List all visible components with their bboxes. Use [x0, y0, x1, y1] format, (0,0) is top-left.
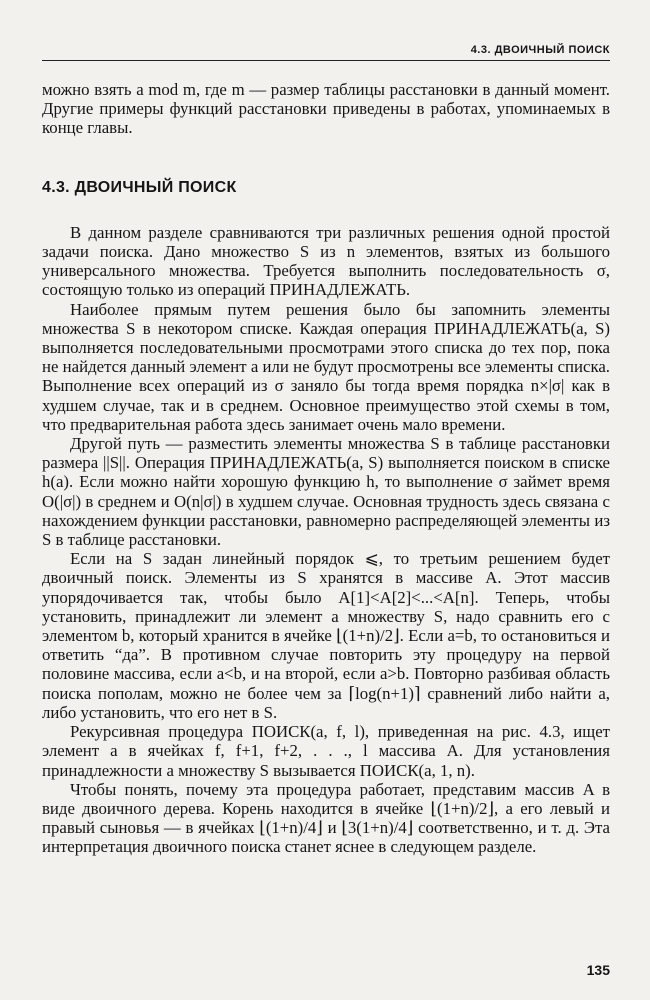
page-number: 135: [586, 962, 610, 978]
paragraph-continued: можно взять a mod m, где m — размер таблицы расстановки в данный момент. Другие примеры функций расстановки приведены в работах, упоминаемых в конце главы.: [42, 80, 610, 138]
paragraph-3: Другой путь — разместить элементы множества S в таблице расстановки размера ||S||. Операция ПРИНАДЛЕЖАТЬ(a, S) выполняется поиском в списке h(a). Если можно найти хорошую функцию h, то выполнение σ займет время O(|σ|) в среднем и O(n|σ|) в худшем случае. Основная трудность здесь связана с нахождением функции расстановки, равномерно распределяющей элементы из S в таблице расстановки.: [42, 434, 610, 550]
paragraph-6: Чтобы понять, почему эта процедура работает, представим массив A в виде двоичного дерева. Корень находится в ячейке ⌊(1+n)/2⌋, а его левый и правый сыновья — в ячейках ⌊(1+n)/4⌋ и ⌊3(1+n)/4⌋ соответственно, и т. д. Эта интерпретация двоичного поиска станет яснее в следующем разделе.: [42, 779, 610, 857]
paragraph-4: Если на S задан линейный порядок ⩽, то третьим решением будет двоичный поиск. Элементы из S хранятся в массиве A. Этот массив упорядочивается так, чтобы было A[1]<A[2]<...<A[n]. Теперь, чтобы установить, принадлежит ли элемент a множеству S, надо сравнить его с элементом b, который хранится в ячейке ⌊(1+n)/2⌋. Если a=b, то остановиться и ответить “да”. В противном случае повторить эту процедуру на первой половине массива, если a<b, и на второй, если a>b. Повторно разбивая область поиска пополам, можно не более чем за ⌈log(n+1)⌉ сравнений либо найти a, либо установить, что его нет в S.: [42, 549, 610, 722]
running-head: 4.3. ДВОИЧНЫЙ ПОИСК: [42, 44, 610, 61]
paragraph-2: Наиболее прямым путем решения было бы запомнить элементы множества S в некотором списке. Каждая операция ПРИНАДЛЕЖАТЬ(a, S) выполняется последовательными просмотрами этого списка до тех пор, пока не найдется данный элемент a или не будут просмотрены все элементы списка. Выполнение всех операций из σ заняло бы тогда время порядка n×|σ| как в худшем случае, так и в среднем. Основное преимущество этой схемы в том, что предварительная работа здесь занимает очень мало времени.: [42, 299, 610, 434]
paragraph-1: В данном разделе сравниваются три различных решения одной простой задачи поиска. Дано множество S из n элементов, взятых из большого универсального множества. Требуется выполнить последовательность σ, состоящую только из операций ПРИНАДЛЕЖАТЬ.: [42, 222, 610, 300]
page-body: [42, 80, 610, 857]
paragraph-5: Рекурсивная процедура ПОИСК(a, f, l), приведенная на рис. 4.3, ищет элемент a в ячейках f, f+1, f+2, . . ., l массива A. Для установления принадлежности a множеству S вызывается ПОИСК(a, 1, n).: [42, 722, 610, 780]
section-heading: 4.3. ДВОИЧНЫЙ ПОИСК: [42, 178, 237, 196]
